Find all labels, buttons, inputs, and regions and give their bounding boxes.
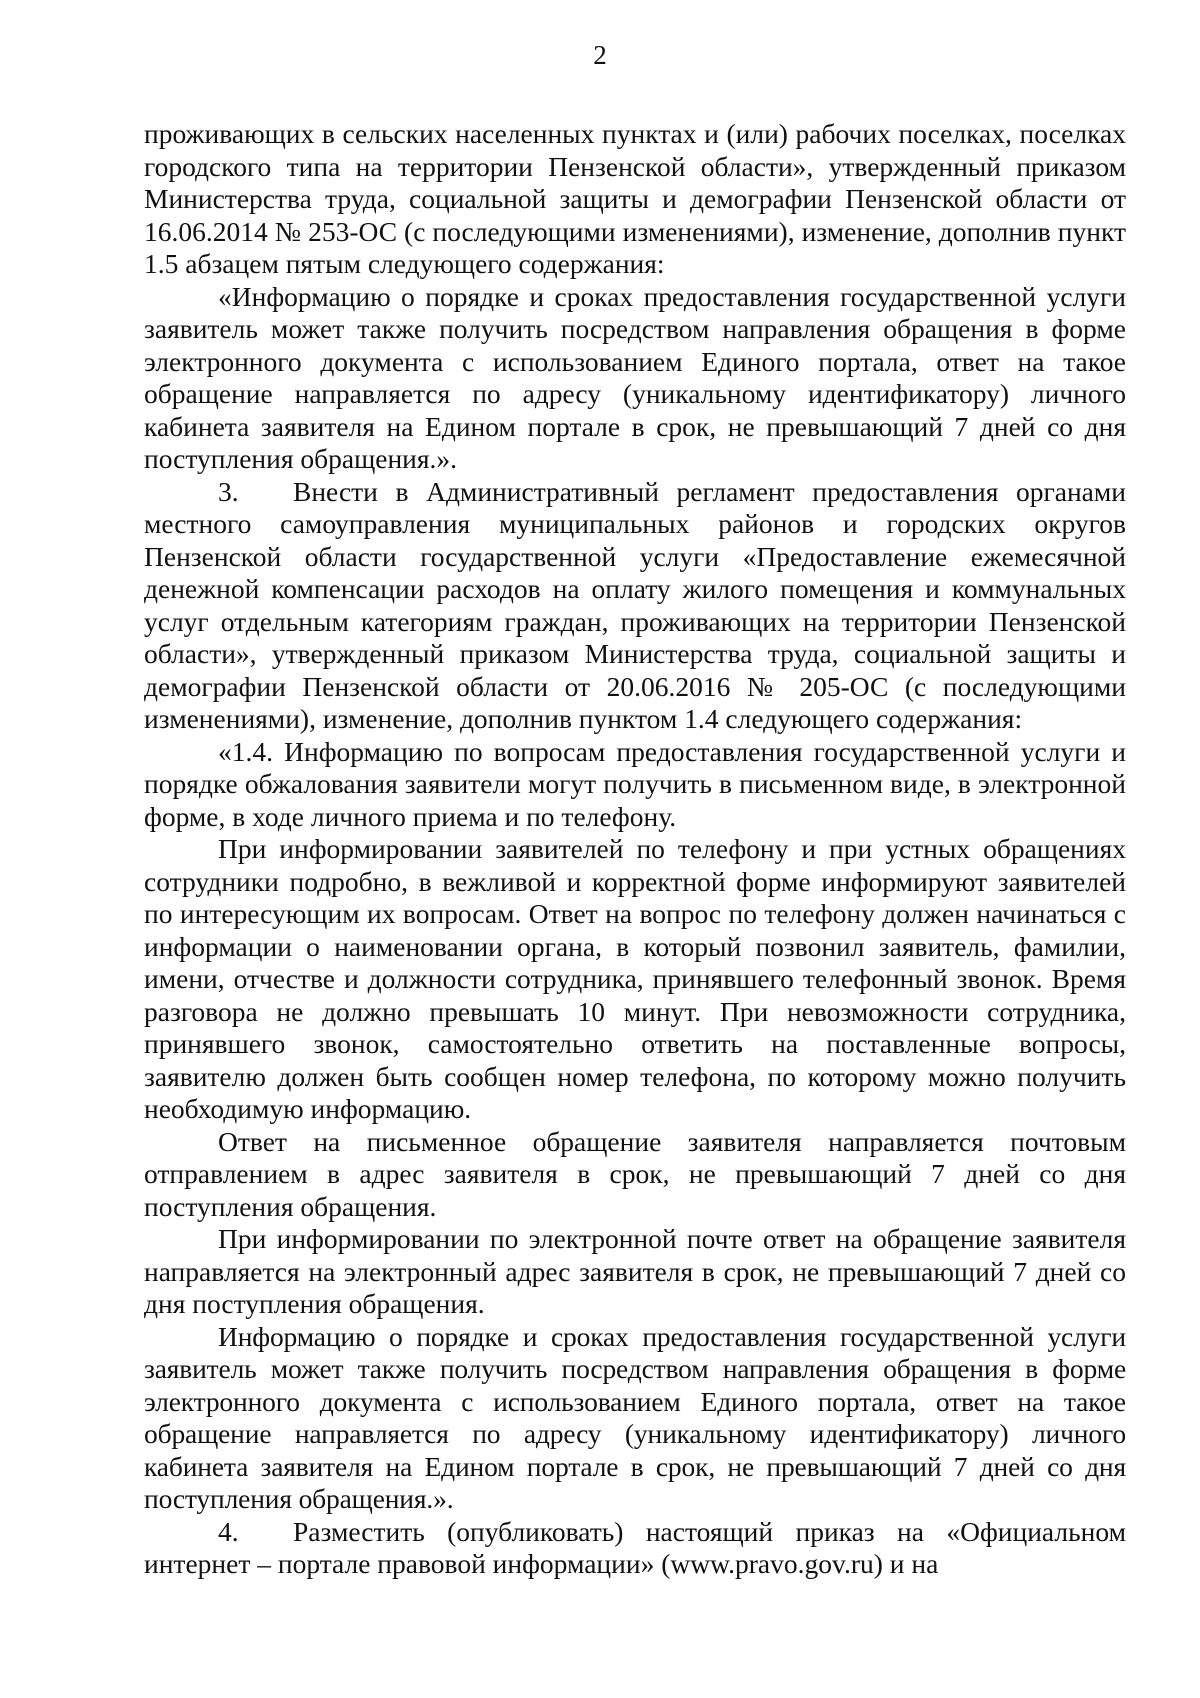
- paragraph-text: «Информацию о порядке и сроках предоставления государственной услуги заявитель может также получить посредством направления обращения в форме электронного документа с использованием Единого портала, ответ на такое обращение направляется по адресу (уникальному идентификатору) личного кабинета заявителя на Едином портале в срок, не превышающий 7 дней со дня поступления обращения.».: [144, 280, 1126, 474]
- paragraph-phone-informing: [144, 833, 1126, 1126]
- paragraph-item-3: [144, 476, 1126, 736]
- page-number: 2: [593, 40, 607, 70]
- paragraph-text: При информировании заявителей по телефону и при устных обращениях сотрудники подробно, в вежливой и корректной форме информируют заявителей по интересующим их вопросам. Ответ на вопрос по телефону должен начинаться с информации о наименовании органа, в который позвонил заявитель, фамилии, имени, отчестве и должности сотрудника, принявшего телефонный звонок. Время разговора не должно превышать 10 минут. При невозможности сотрудника, принявшего звонок, самостоятельно ответить на поставленные вопросы, заявителю должен быть сообщен номер телефона, по которому можно получить необходимую информацию.: [144, 833, 1126, 1124]
- paragraph-clause-1-4: [144, 736, 1126, 834]
- paragraph-text: «1.4. Информацию по вопросам предоставления государственной услуги и порядке обжалования заявители могут получить в письменном виде, в электронной форме, в ходе личного приема и по телефону.: [144, 735, 1126, 832]
- paragraph-quoted-insert: [144, 281, 1126, 476]
- paragraph-text: Информацию о порядке и сроках предоставления государственной услуги заявитель может также получить посредством направления обращения в форме электронного документа с использованием Единого портала, ответ на такое обращение направляется по адресу (уникальному идентификатору) личного кабинета заявителя на Едином портале в срок, не превышающий 7 дней со дня поступления обращения.».: [144, 1320, 1126, 1514]
- paragraph-text: проживающих в сельских населенных пунктах и (или) рабочих поселках, поселках городского типа на территории Пензенской области», утвержденный приказом Министерства труда, социальной защиты и демографии Пензенской области от 16.06.2014 № 253-ОС (с последующими изменениями), изменение, дополнив пункт 1.5 абзацем пятым следующего содержания:: [144, 118, 1126, 279]
- paragraph-text: Внести в Административный регламент предоставления органами местного самоуправления муниципальных районов и городских округов Пензенской области государственной услуги «Предоставление ежемесячной денежной компенсации расходов на оплату жилого помещения и коммунальных услуг отдельным категориям граждан, проживающих на территории Пензенской области», утвержденный приказом Министерства труда, социальной защиты и демографии Пензенской области от 20.06.2016 № 205-ОС (с последующими изменениями), изменение, дополнив пунктом 1.4 следующего содержания:: [144, 475, 1126, 734]
- paragraph-item-4: [144, 1516, 1126, 1581]
- paragraph-email-informing: [144, 1223, 1126, 1321]
- paragraph-portal-informing: [144, 1321, 1126, 1516]
- item-number: 4.: [218, 1515, 239, 1547]
- paragraph-text: Ответ на письменное обращение заявителя направляется почтовым отправлением в адрес заявителя в срок, не превышающий 7 дней со дня поступления обращения.: [144, 1125, 1126, 1222]
- paragraph-text: Разместить (опубликовать) настоящий приказ на «Официальном интернет – портале правовой информации» (www.pravo.gov.ru) и на: [144, 1515, 1126, 1579]
- item-number: 3.: [218, 475, 239, 507]
- paragraph-continuation: [144, 118, 1126, 281]
- paragraph-written-reply: [144, 1126, 1126, 1224]
- paragraph-text: При информировании по электронной почте ответ на обращение заявителя направляется на электронный адрес заявителя в срок, не превышающий 7 дней со дня поступления обращения.: [144, 1223, 1126, 1319]
- document-body: [144, 118, 1126, 1581]
